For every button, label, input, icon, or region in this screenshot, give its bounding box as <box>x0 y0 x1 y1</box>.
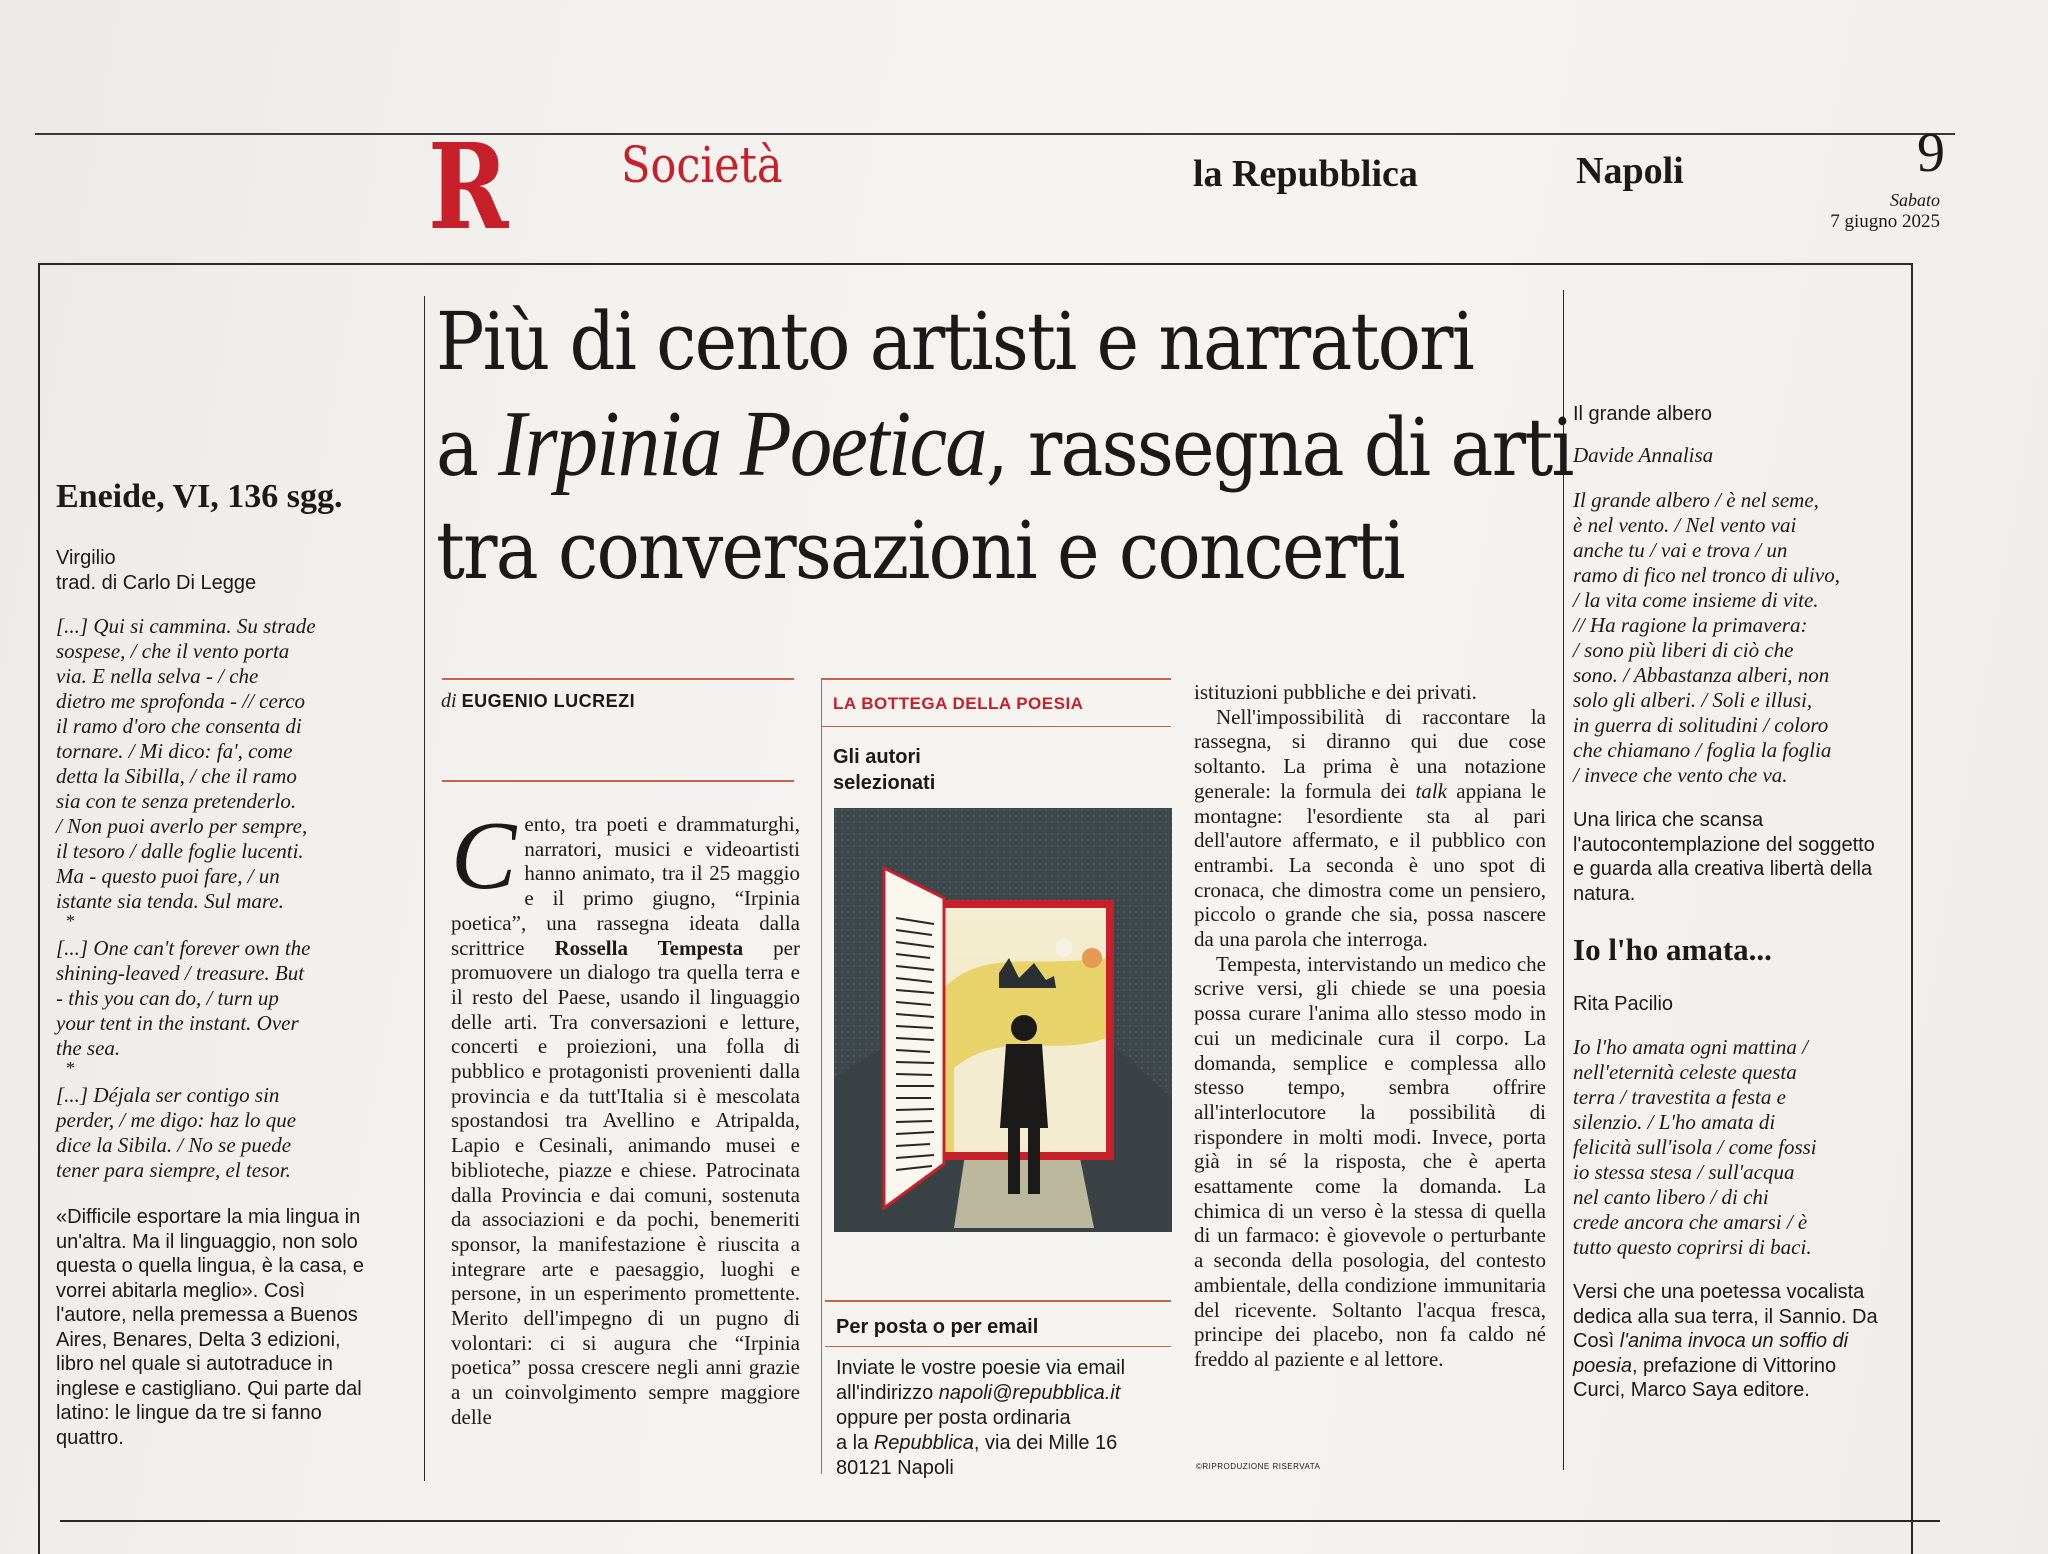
article-column-2 <box>1194 680 1546 1372</box>
byline-rule-top <box>442 678 794 680</box>
poem-line: anche tu / vai e trova / un <box>1573 538 1788 562</box>
poem-line: terra / travestita a festa e <box>1573 1085 1786 1109</box>
prose-line: Aires, Benares, Delta 3 edizioni, <box>56 1328 341 1351</box>
article-paragraph: Tempesta, intervistando un medico che scrive versi, gli chiede se una poesia possa curare l'anima allo stesso modo in cui un medicinale cura il corpo. La domanda, semplice e complessa allo stesso tempo, sembra offrire all'interlocutore la possibilità di rispondere in molti modi. Invece, porta già in sé la risposta, che è aperta esattamente come la domanda. La chimica di un verso è la stessa di quella di un farmaco: è giovevole o perturbante a seconda della posologia, del contesto ambientale, della condizione immunitaria del ricevente. Soltanto l'acqua fresca, principe dei placebo, non fa caldo né freddo al paziente e al lettore. <box>1194 951 1546 1371</box>
right-poem-2 <box>1573 1035 1933 1260</box>
email-address[interactable]: napoli@repubblica.it <box>938 1382 1121 1404</box>
article-text: Nell'impossibilità di raccontare la rassegna, si diranno qui due cose soltanto. La prima è una notazione generale: la formula dei <box>1194 704 1546 803</box>
poem-line: tutto questo coprirsi di baci. <box>1573 1235 1812 1259</box>
poem-line: sospese, / che il vento porta <box>56 639 290 663</box>
prose-line: libro nel quale si autotraduce in <box>56 1353 333 1375</box>
byline-rule-bottom <box>442 780 794 782</box>
prose-line: e guarda alla creativa libertà della <box>1573 858 1873 880</box>
book-title: l'anima invoca un soffio di <box>1619 1330 1849 1352</box>
right-poem-2-title: Io l'ho amata... <box>1573 932 1772 967</box>
prose-line: quattro. <box>56 1426 124 1449</box>
section-title: Società <box>621 136 783 194</box>
article-text: ento, tra poeti e drammaturghi, narratori, musici e videoartisti hanno animato, tra il 25 maggio e il primo giugno, “Irpinia poetica”, una rassegna ideata dalla scrittrice <box>451 812 800 960</box>
poem-line: / invece che vento che va. <box>1573 763 1788 787</box>
left-commentary <box>56 1205 416 1450</box>
mail-line <box>836 1431 1166 1456</box>
copyright-notice: ©RIPRODUZIONE RISERVATA <box>1196 1462 1321 1471</box>
poem-line: [...] Qui si cammina. Su strade <box>56 614 316 638</box>
poem-line: tornare. / Mi dico: fa', come <box>56 739 293 763</box>
frame-left <box>38 263 40 1554</box>
article-lead-paragraph <box>451 802 800 1430</box>
article-column-1 <box>451 802 800 1430</box>
prose-line: Una lirica che scansa <box>1573 809 1764 831</box>
poem-line: istante sia tenda. Sul mare. <box>56 889 284 913</box>
mail-line: oppure per posta ordinaria <box>836 1407 1071 1429</box>
headline-line-2-pre: a <box>436 401 499 494</box>
poem-line: felicità sull'isola / come fossi <box>1573 1135 1817 1159</box>
poem-line: silenzio. / L'ho amata di <box>1573 1110 1776 1134</box>
drop-cap: C <box>451 802 517 910</box>
right-poem-1-author: Davide Annalisa <box>1573 443 1714 467</box>
prose-line: Versi che una poetessa vocalista <box>1573 1281 1865 1303</box>
poem-line: io stessa stesa / sull'acqua <box>1573 1160 1795 1184</box>
right-poem-2-author: Rita Pacilio <box>1573 993 1674 1015</box>
frame-top <box>38 263 1912 265</box>
prose-line: questa o quella lingua, è la casa, e <box>56 1255 364 1277</box>
poem-line: the sea. <box>56 1036 121 1060</box>
edition-city: Napoli <box>1576 150 1684 192</box>
right-poem-1 <box>1573 488 1933 788</box>
poem-line: / Non puoi averlo per sempre, <box>56 814 308 838</box>
poem-line: detta la Sibilla, / che il ramo <box>56 764 297 788</box>
poem-line: Ma - questo puoi fare, / un <box>56 864 280 888</box>
prose-line: latino: le lingue da tre si fanno <box>56 1402 322 1424</box>
prose-line: un'altra. Ma il linguaggio, non solo <box>56 1230 358 1253</box>
prose-line: Curci, Marco Saya editore. <box>1573 1379 1810 1401</box>
box-rule-kicker <box>821 726 1171 727</box>
poem-line: your tent in the instant. Over <box>56 1011 299 1035</box>
poem-line: [...] One can't forever own the <box>56 936 311 960</box>
main-headline <box>436 290 1573 602</box>
byline <box>441 690 635 713</box>
poem-line: - this you can do, / turn up <box>56 986 279 1010</box>
poem-line: il ramo d'oro che consenta di <box>56 714 302 738</box>
article-bold-name: Rossella Tempesta <box>554 935 744 960</box>
byline-prefix: di <box>441 690 457 712</box>
mail-line: Inviate le vostre poesie via email <box>836 1357 1126 1379</box>
headline-line-3: tra conversazioni e concerti <box>436 504 1404 597</box>
illustration-svg <box>834 808 1172 1232</box>
poem-line: crede ancora che amarsi / è <box>1573 1210 1808 1234</box>
column-rule-1 <box>60 1520 1940 1522</box>
article-paragraph: istituzioni pubbliche e dei privati. <box>1194 680 1477 704</box>
headline-line-2 <box>436 392 1573 499</box>
poem-line: sia con te senza pretenderlo. <box>56 789 297 813</box>
article-paragraph <box>1194 705 1546 952</box>
article-italic: talk <box>1415 778 1447 803</box>
mail-text: , via dei Mille 16 <box>973 1432 1118 1454</box>
book-title: poesia <box>1573 1354 1632 1377</box>
poem-line: solo gli alberi. / Soli e illusi, <box>1573 688 1813 712</box>
mail-text: a la <box>836 1432 874 1454</box>
headline-line-2-post: , rassegna di arti <box>985 401 1573 494</box>
issue-day: Sabato <box>1889 190 1940 210</box>
poem-line: nel canto libero / di chi <box>1573 1185 1769 1209</box>
separator-asterisk: * <box>66 911 75 931</box>
poem-line: Io l'ho amata ogni mattina / <box>1573 1035 1808 1059</box>
poem-line: che chiamano / foglia la foglia <box>1573 738 1832 762</box>
poem-line: sono. / Abbastanza alberi, non <box>1573 663 1830 687</box>
box-rule-top <box>821 678 1171 680</box>
left-poem-translator: trad. di Carlo Di Legge <box>56 572 257 594</box>
poem-line: in guerra di solitudini / coloro <box>1573 713 1829 737</box>
left-poem-title: Eneide, VI, 136 sgg. <box>56 478 343 515</box>
poem-line: Il grande albero / è nel seme, <box>1573 488 1819 512</box>
headline-event-name: Irpinia Poetica <box>498 392 986 496</box>
poem-line: via. E nella selva - / che <box>56 664 259 688</box>
mail-line <box>836 1381 1166 1406</box>
poem-line: tener para siempre, el tesor. <box>56 1158 291 1182</box>
poem-line: dice la Sibila. / No se puede <box>56 1133 292 1157</box>
poem-italian <box>56 614 416 914</box>
poem-line: il tesoro / dalle foglie lucenti. <box>56 839 304 863</box>
poem-line: shining-leaved / treasure. But <box>56 961 305 985</box>
paper-name: la Repubblica <box>1193 153 1418 195</box>
poem-line: nell'eternità celeste questa <box>1573 1060 1797 1084</box>
column-rule-left <box>424 296 425 1481</box>
separator-asterisk: * <box>66 1058 75 1078</box>
poem-line: / sono più liberi di ciò che <box>1573 638 1794 662</box>
box-subtitle-line: Gli autori <box>833 746 921 768</box>
right-poem-2-note <box>1573 1280 1933 1403</box>
poem-line: dietro me sprofonda - // cerco <box>56 689 306 713</box>
box-rule-mail <box>825 1300 1171 1302</box>
box-mail-instructions <box>836 1356 1166 1481</box>
prose-line: natura. <box>1573 882 1636 905</box>
poem-english <box>56 936 416 1061</box>
prose-line: dedica alla sua terra, il Sannio. Da <box>1573 1305 1878 1328</box>
prose-line: l'autore, nella premessa a Buenos <box>56 1304 358 1326</box>
box-mail-rule <box>825 1346 1171 1347</box>
box-subtitle-line: selezionati <box>833 772 936 794</box>
article-text: per promuovere un dialogo tra quella terra e il resto del Paese, usando il linguaggio delle arti. Tra conversazioni e letture, concerti e proiezioni, una folla di pubblico e protagonisti provenienti dalla provincia e da tutt'Italia si è mescolata spostandosi tra Avellino e Atripalda, Lapio e Cesinali, animando musei e biblioteche, piazze e chiese. Patrocinata dalla Provincia e dai comuni, sostenuta da associazioni e da pochi, benemeriti sponsor, la manifestazione è riuscita a integrare arte e paesaggio, luoghi e persone, in un esperimento promettente. Merito dell'impegno di un pugno di volontari: ci si augura che “Irpinia poetica” possa crescere negli anni grazie a un coinvolgimento sempre maggiore delle <box>451 935 800 1429</box>
prose-line <box>1573 1354 1933 1379</box>
mail-line: 80121 Napoli <box>836 1457 954 1479</box>
poem-line: // Ha ragione la primavera: <box>1573 613 1808 637</box>
prose-line: inglese e castigliano. Qui parte dal <box>56 1377 362 1400</box>
headline-line-1: Più di cento artisti e narratori <box>436 295 1473 388</box>
box-subtitle <box>833 744 935 796</box>
box-left-rule <box>821 678 822 1474</box>
prose-text: , prefazione di Vittorino <box>1631 1354 1837 1377</box>
poem-line: ramo di fico nel tronco di ulivo, <box>1573 563 1840 587</box>
right-poem-1-note <box>1573 808 1933 906</box>
poem-spanish <box>56 1083 416 1183</box>
right-poem-column <box>1573 402 1933 1403</box>
prose-line: l'autocontemplazione del soggetto <box>1573 833 1875 856</box>
mail-text: Repubblica <box>873 1432 974 1454</box>
prose-line <box>1573 1329 1933 1354</box>
poem-line: è nel vento. / Nel vento vai <box>1573 513 1797 537</box>
top-rule <box>35 133 1955 135</box>
repubblica-logo: R <box>428 117 509 256</box>
box-mail-title: Per posta o per email <box>836 1316 1039 1338</box>
prose-text: Così <box>1573 1330 1620 1352</box>
left-poem-column <box>56 478 416 1450</box>
left-poem-author: Virgilio <box>56 547 116 569</box>
issue-date: 7 giugno 2025 <box>1830 211 1940 232</box>
byline-author: EUGENIO LUCREZI <box>461 691 636 711</box>
poem-line: perder, / me digo: haz lo que <box>56 1108 297 1132</box>
right-poem-1-title: Il grande albero <box>1573 403 1712 425</box>
prose-line: «Difficile esportare la mia lingua in <box>56 1206 361 1228</box>
mail-text: all'indirizzo <box>836 1382 939 1404</box>
article-text: appiana le montagne: l'esordiente sta al pari dell'autore affermato, e il pubblico con entrambi. La seconda è uno spot di cronaca, che dimostra come un pensiero, piccolo o grande che sia, possa nascere da una parola che interroga. <box>1194 778 1547 952</box>
prose-line: vorrei abitarla meglio». Così <box>56 1279 305 1302</box>
box-kicker: LA BOTTEGA DELLA POESIA <box>833 694 1084 713</box>
book-door-figure-illustration <box>834 808 1172 1232</box>
poem-line: [...] Déjala ser contigo sin <box>56 1083 280 1107</box>
page-number: 9 <box>1917 122 1945 184</box>
poem-line: / la vita come insieme di vite. <box>1573 588 1819 612</box>
